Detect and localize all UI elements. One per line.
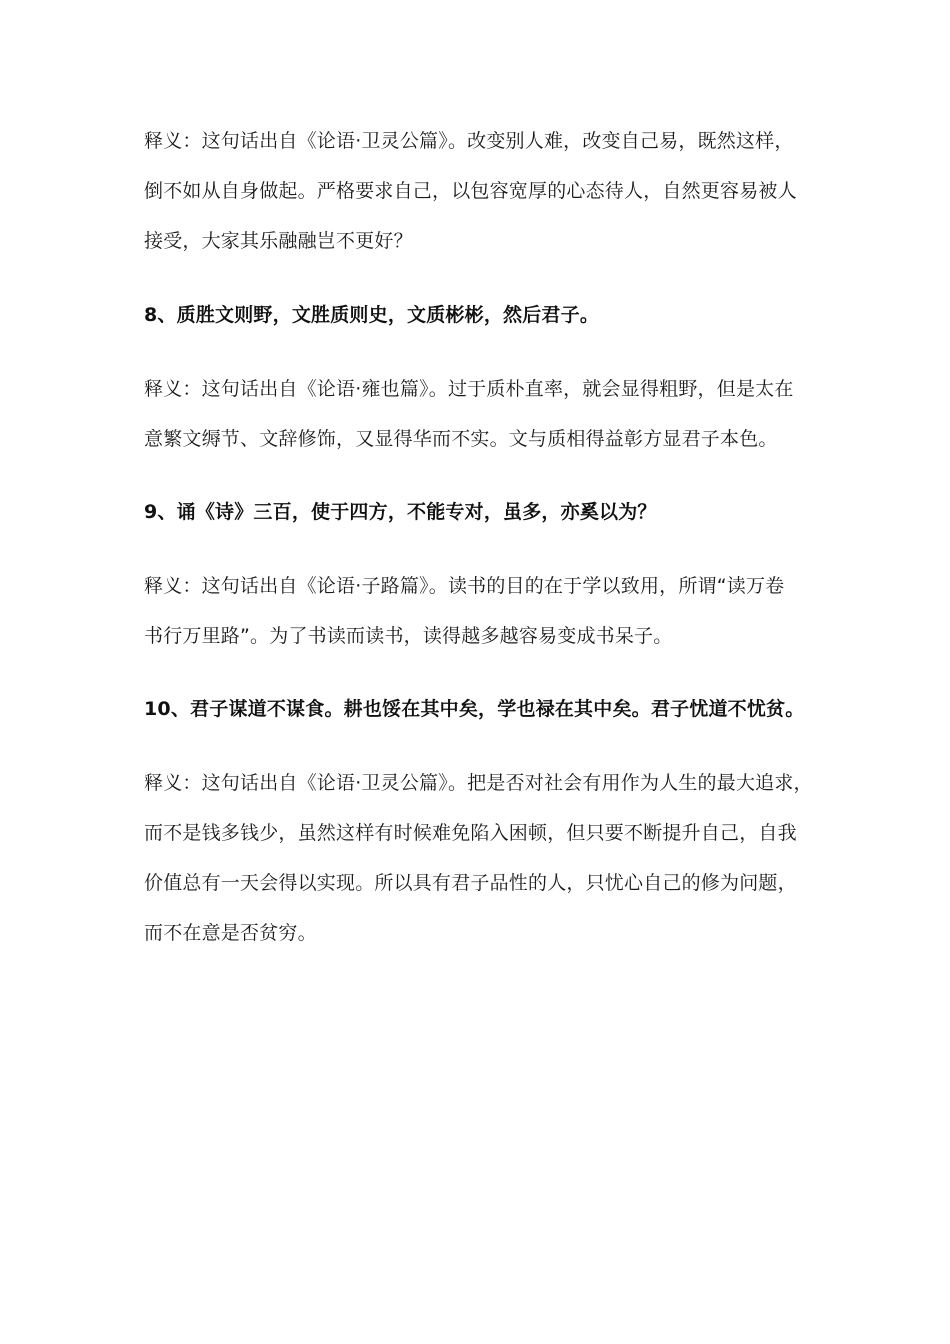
explanation-10-line-2: 而不是钱多钱少，虽然这样有时候难免陷入困顿，但只要不断提升自己，自我 <box>144 822 797 844</box>
explanation-8-line-2: 意繁文缛节、文辞修饰，又显得华而不实。文与质相得益彰方显君子本色。 <box>144 428 778 450</box>
heading-10: 10、君子谋道不谋食。耕也馁在其中矣，学也禄在其中矣。君子忧道不忧贫。 <box>144 698 805 720</box>
explanation-9-line-1: 释义：这句话出自《论语·子路篇》。读书的目的在于学以致用，所谓“读万卷 <box>144 575 785 597</box>
heading-8: 8、质胜文则野，文胜质则史，文质彬彬，然后君子。 <box>144 304 600 326</box>
explanation-10-line-3: 价值总有一天会得以实现。所以具有君子品性的人，只忧心自己的修为问题， <box>144 872 797 894</box>
explanation-10-line-4: 而不在意是否贫穷。 <box>144 922 317 944</box>
explanation-8-line-1: 释义：这句话出自《论语·雍也篇》。过于质朴直率，就会显得粗野，但是太在 <box>144 378 794 400</box>
heading-9: 9、诵《诗》三百，使于四方，不能专对，虽多，亦奚以为？ <box>144 501 657 523</box>
explanation-7-line-3: 接受，大家其乐融融岂不更好？ <box>144 230 413 252</box>
explanation-7-line-1: 释义：这句话出自《论语·卫灵公篇》。改变别人难，改变自己易，既然这样， <box>144 130 794 152</box>
explanation-7-line-2: 倒不如从自身做起。严格要求自己，以包容宽厚的心态待人，自然更容易被人 <box>144 180 797 202</box>
explanation-10-line-1: 释义：这句话出自《论语·卫灵公篇》。把是否对社会有用作为人生的最大追求， <box>144 772 813 794</box>
explanation-9-line-2: 书行万里路”。为了书读而读书，读得越多越容易变成书呆子。 <box>144 625 673 647</box>
